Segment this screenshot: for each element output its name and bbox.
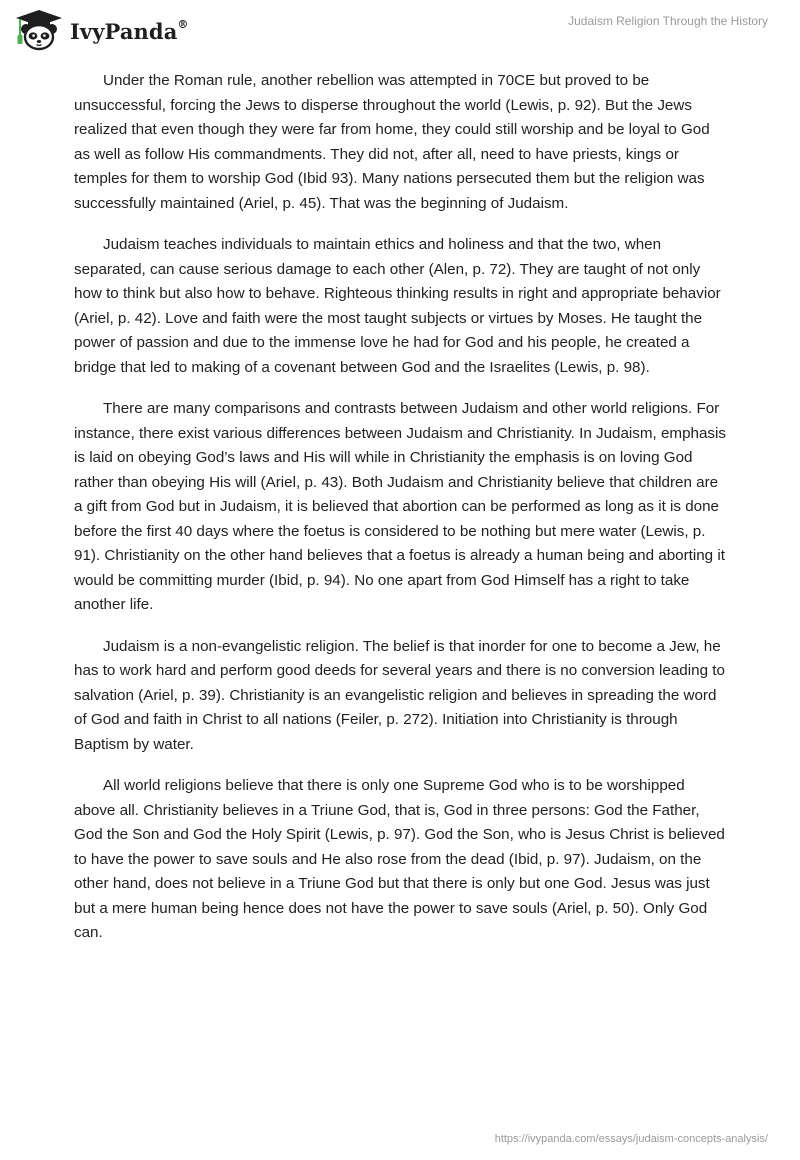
paragraph: Judaism is a non-evangelistic religion. The belief is that inorder for one to become a Jew, he has to work hard and perform good deeds for several years and there is no conversion leading to salvation (Ariel, p. 39). Christianity is an evangelistic religion and believes in spreading the word of God and faith in Christ to all nations (Feiler, p. 272). Initiation into Christianity is through Baptism by water. bbox=[74, 637, 725, 753]
paragraph: Judaism teaches individuals to maintain ethics and holiness and that the two, when separated, can cause serious damage to each other (Alen, p. 72). They are taught of not only how to think but also how to behave. Righteous thinking results in right and appropriate behavior (Ariel, p. 42). Love and faith were the most taught subjects or virtues by Moses. He taught the power of passion and due to the immense love he had for God and his people, he created a bridge that led to making of a covenant between God and the Israelites (Lewis, p. 98). bbox=[74, 236, 721, 376]
logo-wordmark bbox=[70, 19, 189, 44]
registered-mark: ® bbox=[177, 17, 189, 31]
panda-graduate-icon bbox=[14, 9, 64, 51]
source-url-link[interactable]: https://ivypanda.com/essays/judaism-concepts-analysis/ bbox=[494, 1133, 768, 1145]
paragraph: Under the Roman rule, another rebellion was attempted in 70CE but proved to be unsuccessful, forcing the Jews to disperse throughout the world (Lewis, p. 92). But the Jews realized that even though they were far from home, they could still worship and be loyal to God as well as follow His commandments. They did not, after all, need to have priests, kings or temples for them to worship God (Ibid 93). Many nations persecuted them but the religion was successfully maintained (Ariel, p. 45). That was the beginning of Judaism. bbox=[74, 72, 710, 212]
page-header bbox=[0, 0, 800, 64]
essay-body bbox=[74, 69, 728, 963]
ivypanda-logo[interactable] bbox=[14, 9, 189, 51]
paragraph: There are many comparisons and contrasts between Judaism and other world religions. For instance, there exist various differences between Judaism and Christianity. In Judaism, emphasis is laid on obeying God’s laws and His will while in Christianity the emphasis is on loving God rather than obeying His will (Ariel, p. 43). Both Judaism and Christianity believe that children are a gift from God but in Judaism, it is believed that abortion can be performed as long as it is done before the first 40 days where the foetus is considered to be nothing but mere water (Lewis, p. 91). Christianity on the other hand believes that a foetus is already a human being and aborting it would be committing murder (Ibid, p. 94). No one apart from God Himself has a right to take another life. bbox=[74, 400, 726, 613]
paragraph: All world religions believe that there is only one Supreme God who is to be worshipped above all. Christianity believes in a Triune God, that is, God in three persons: God the Father, God the Son and God the Holy Spirit (Lewis, p. 97). God the Son, who is Jesus Christ is believed to have the power to save souls and He also rose from the dead (Ibid, p. 97). Judaism, on the other hand, does not believe in a Triune God but that there is only but one God. Jesus was just but a mere human being hence does not have the power to save souls (Ariel, p. 50). Only God can. bbox=[74, 777, 725, 941]
logo-text: IvyPanda bbox=[70, 18, 178, 44]
document-title: Judaism Religion Through the History bbox=[568, 14, 768, 28]
